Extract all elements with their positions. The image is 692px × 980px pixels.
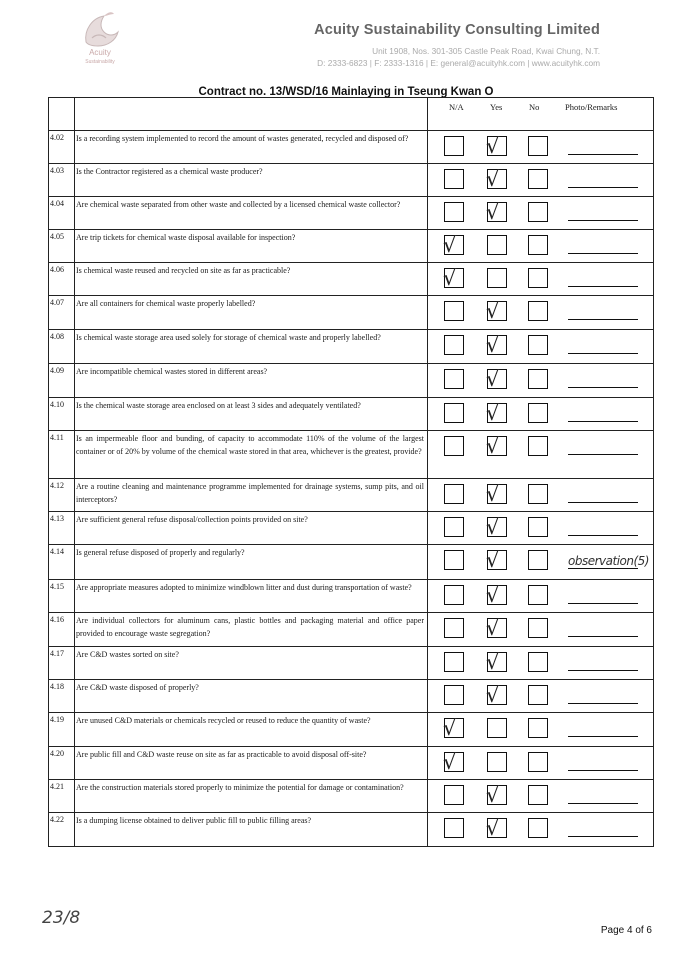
na-checkbox[interactable] [444, 403, 464, 423]
table-row [49, 431, 654, 479]
item-number: 4.15 [49, 580, 75, 613]
no-checkbox[interactable] [528, 818, 548, 838]
na-checkbox[interactable] [444, 517, 464, 537]
item-answer-cell [428, 545, 654, 580]
table-row [49, 364, 654, 398]
tick-mark-icon: √ [486, 367, 500, 391]
remarks-line[interactable] [568, 770, 638, 771]
logo-subtitle: Sustainability [85, 59, 115, 65]
item-question: Are trip tickets for chemical waste disposal available for inspection? [75, 230, 428, 263]
no-checkbox[interactable] [528, 301, 548, 321]
table-row [49, 230, 654, 263]
na-checkbox[interactable] [444, 818, 464, 838]
yes-checkbox[interactable] [487, 718, 507, 738]
remarks-line[interactable] [568, 220, 638, 221]
item-question: Is the Contractor registered as a chemical waste producer? [75, 164, 428, 197]
item-question: Are sufficient general refuse disposal/collection points provided on site? [75, 512, 428, 545]
no-checkbox[interactable] [528, 785, 548, 805]
tick-mark-icon: √ [486, 401, 500, 425]
company-address: Unit 1908, Nos. 301-305 Castle Peak Road, Kwai Chung, N.T. [372, 46, 600, 56]
tick-mark-icon: √ [443, 233, 457, 257]
item-question: Are incompatible chemical wastes stored in different areas? [75, 364, 428, 398]
no-checkbox[interactable] [528, 369, 548, 389]
remarks-line[interactable] [568, 454, 638, 455]
remarks-line[interactable] [568, 353, 638, 354]
column-header-no: No [529, 102, 540, 112]
item-number: 4.21 [49, 780, 75, 813]
na-checkbox[interactable] [444, 169, 464, 189]
header-answer-cell [428, 98, 654, 131]
header-number-cell [49, 98, 75, 131]
remarks-line[interactable] [568, 187, 638, 188]
item-question: Are unused C&D materials or chemicals recycled or reused to reduce the quantity of waste? [75, 713, 428, 747]
no-checkbox[interactable] [528, 652, 548, 672]
remarks-line[interactable] [568, 568, 638, 569]
column-header-remarks: Photo/Remarks [565, 102, 618, 112]
no-checkbox[interactable] [528, 136, 548, 156]
na-checkbox[interactable] [444, 136, 464, 156]
item-answer-cell [428, 330, 654, 364]
tick-mark-icon: √ [486, 134, 500, 158]
remarks-line[interactable] [568, 636, 638, 637]
item-answer-cell [428, 747, 654, 780]
table-row [49, 713, 654, 747]
remarks-line[interactable] [568, 154, 638, 155]
remarks-line[interactable] [568, 421, 638, 422]
item-number: 4.13 [49, 512, 75, 545]
item-answer-cell [428, 263, 654, 296]
handwritten-date: 23/8 [42, 908, 81, 928]
item-answer-cell [428, 364, 654, 398]
item-answer-cell [428, 580, 654, 613]
item-number: 4.22 [49, 813, 75, 847]
item-number: 4.14 [49, 545, 75, 580]
item-answer-cell [428, 713, 654, 747]
no-checkbox[interactable] [528, 169, 548, 189]
remarks-line[interactable] [568, 387, 638, 388]
item-question: Is a recording system implemented to record the amount of wastes generated, recycled and disposed of? [75, 131, 428, 164]
tick-mark-icon: √ [486, 482, 500, 506]
tick-mark-icon: √ [486, 650, 500, 674]
table-row [49, 580, 654, 613]
item-number: 4.09 [49, 364, 75, 398]
na-checkbox[interactable] [444, 785, 464, 805]
table-row [49, 197, 654, 230]
item-answer-cell [428, 512, 654, 545]
item-answer-cell [428, 647, 654, 680]
na-checkbox[interactable] [444, 335, 464, 355]
item-question: Are C&D wastes sorted on site? [75, 647, 428, 680]
item-number: 4.10 [49, 398, 75, 431]
tick-mark-icon: √ [486, 583, 500, 607]
item-question: Are public fill and C&D waste reuse on site as far as practicable to avoid disposal off-site? [75, 747, 428, 780]
tick-mark-icon: √ [486, 167, 500, 191]
no-checkbox[interactable] [528, 268, 548, 288]
item-question: Are appropriate measures adopted to minimize windblown litter and dust during transportation of waste? [75, 580, 428, 613]
no-checkbox[interactable] [528, 403, 548, 423]
remark-text: observation(5) [568, 554, 649, 568]
item-question: Is chemical waste reused and recycled on site as far as practicable? [75, 263, 428, 296]
na-checkbox[interactable] [444, 436, 464, 456]
no-checkbox[interactable] [528, 484, 548, 504]
item-number: 4.19 [49, 713, 75, 747]
na-checkbox[interactable] [444, 202, 464, 222]
item-number: 4.11 [49, 431, 75, 479]
tick-mark-icon: √ [486, 299, 500, 323]
tick-mark-icon: √ [486, 783, 500, 807]
na-checkbox[interactable] [444, 484, 464, 504]
tick-mark-icon: √ [486, 616, 500, 640]
na-checkbox[interactable] [444, 685, 464, 705]
company-logo [74, 8, 126, 70]
na-checkbox[interactable] [444, 618, 464, 638]
item-number: 4.12 [49, 479, 75, 512]
tick-mark-icon: √ [486, 816, 500, 840]
item-answer-cell [428, 131, 654, 164]
na-checkbox[interactable] [444, 301, 464, 321]
yes-checkbox[interactable] [487, 235, 507, 255]
na-checkbox[interactable] [444, 652, 464, 672]
item-question: Are C&D waste disposed of properly? [75, 680, 428, 713]
column-header-yes: Yes [490, 102, 503, 112]
company-name: Acuity Sustainability Consulting Limited [314, 22, 600, 38]
item-number: 4.16 [49, 613, 75, 647]
table-row [49, 647, 654, 680]
table-row [49, 512, 654, 545]
table-row [49, 613, 654, 647]
no-checkbox[interactable] [528, 752, 548, 772]
table-row [49, 780, 654, 813]
table-row [49, 813, 654, 847]
remarks-line[interactable] [568, 803, 638, 804]
item-question: Is general refuse disposed of properly and regularly? [75, 545, 428, 580]
item-question: Is chemical waste storage area used solely for storage of chemical waste and properly labelled? [75, 330, 428, 364]
remarks-line[interactable] [568, 603, 638, 604]
table-row [49, 398, 654, 431]
no-checkbox[interactable] [528, 718, 548, 738]
no-checkbox[interactable] [528, 436, 548, 456]
na-checkbox[interactable] [444, 369, 464, 389]
item-number: 4.17 [49, 647, 75, 680]
remarks-line[interactable] [568, 286, 638, 287]
tick-mark-icon: √ [486, 333, 500, 357]
table-row [49, 545, 654, 580]
item-answer-cell [428, 479, 654, 512]
item-number: 4.05 [49, 230, 75, 263]
no-checkbox[interactable] [528, 685, 548, 705]
na-checkbox[interactable] [444, 550, 464, 570]
item-answer-cell [428, 296, 654, 330]
table-header-row [49, 98, 654, 131]
yes-checkbox[interactable] [487, 752, 507, 772]
item-question: Are the construction materials stored properly to minimize the potential for damage or contamination? [75, 780, 428, 813]
checklist-table [48, 97, 654, 847]
remarks-line[interactable] [568, 535, 638, 536]
no-checkbox[interactable] [528, 618, 548, 638]
remarks-line[interactable] [568, 253, 638, 254]
table-row [49, 164, 654, 197]
tick-mark-icon: √ [443, 750, 457, 774]
item-question: Are a routine cleaning and maintenance programme implemented for drainage systems, sump pits, and oil interceptors? [75, 479, 428, 512]
remarks-line[interactable] [568, 319, 638, 320]
tick-mark-icon: √ [486, 683, 500, 707]
table-row [49, 296, 654, 330]
page-number: Page 4 of 6 [600, 925, 652, 936]
tick-mark-icon: √ [443, 716, 457, 740]
remarks-line[interactable] [568, 836, 638, 837]
item-number: 4.07 [49, 296, 75, 330]
contract-title: Contract no. 13/WSD/16 Mainlaying in Tseung Kwan O [198, 86, 494, 98]
tick-mark-icon: √ [486, 200, 500, 224]
no-checkbox[interactable] [528, 202, 548, 222]
tick-mark-icon: √ [486, 434, 500, 458]
no-checkbox[interactable] [528, 550, 548, 570]
logo-word: Acuity [89, 48, 111, 57]
no-checkbox[interactable] [528, 235, 548, 255]
table-row [49, 330, 654, 364]
company-contact: D: 2333-6823 | F: 2333-1316 | E: general@acuityhk.com | www.acuityhk.com [317, 58, 600, 68]
item-answer-cell [428, 613, 654, 647]
column-header-na: N/A [449, 102, 464, 112]
remarks-line[interactable] [568, 670, 638, 671]
na-checkbox[interactable] [444, 585, 464, 605]
item-question: Are individual collectors for aluminum cans, plastic bottles and packaging material and office paper provided to encourage waste segregation? [75, 613, 428, 647]
item-number: 4.08 [49, 330, 75, 364]
tick-mark-icon: √ [486, 548, 500, 572]
item-number: 4.20 [49, 747, 75, 780]
remarks-line[interactable] [568, 736, 638, 737]
header-question-cell [75, 98, 428, 131]
item-question: Is an impermeable floor and bunding, of capacity to accommodate 110% of the volume of the largest container or of 20% by volume of the chemical waste stored in that area, whichever is the greatest, provide? [75, 431, 428, 479]
table-row [49, 479, 654, 512]
item-answer-cell [428, 398, 654, 431]
item-question: Are all containers for chemical waste properly labelled? [75, 296, 428, 330]
item-answer-cell [428, 230, 654, 263]
item-number: 4.18 [49, 680, 75, 713]
item-answer-cell [428, 164, 654, 197]
table-row [49, 680, 654, 713]
no-checkbox[interactable] [528, 335, 548, 355]
table-row [49, 747, 654, 780]
item-answer-cell [428, 813, 654, 847]
table-row [49, 131, 654, 164]
table-row [49, 263, 654, 296]
item-question: Is a dumping license obtained to deliver public fill to public filling areas? [75, 813, 428, 847]
item-number: 4.03 [49, 164, 75, 197]
item-number: 4.04 [49, 197, 75, 230]
remarks-line[interactable] [568, 502, 638, 503]
item-answer-cell [428, 431, 654, 479]
yes-checkbox[interactable] [487, 268, 507, 288]
item-number: 4.06 [49, 263, 75, 296]
item-answer-cell [428, 197, 654, 230]
no-checkbox[interactable] [528, 517, 548, 537]
item-answer-cell [428, 680, 654, 713]
item-answer-cell [428, 780, 654, 813]
item-question: Is the chemical waste storage area enclosed on at least 3 sides and adequately ventilated? [75, 398, 428, 431]
tick-mark-icon: √ [443, 266, 457, 290]
item-number: 4.02 [49, 131, 75, 164]
no-checkbox[interactable] [528, 585, 548, 605]
item-question: Are chemical waste separated from other waste and collected by a licensed chemical waste collector? [75, 197, 428, 230]
remarks-line[interactable] [568, 703, 638, 704]
logo-mark-icon [74, 8, 126, 48]
tick-mark-icon: √ [486, 515, 500, 539]
